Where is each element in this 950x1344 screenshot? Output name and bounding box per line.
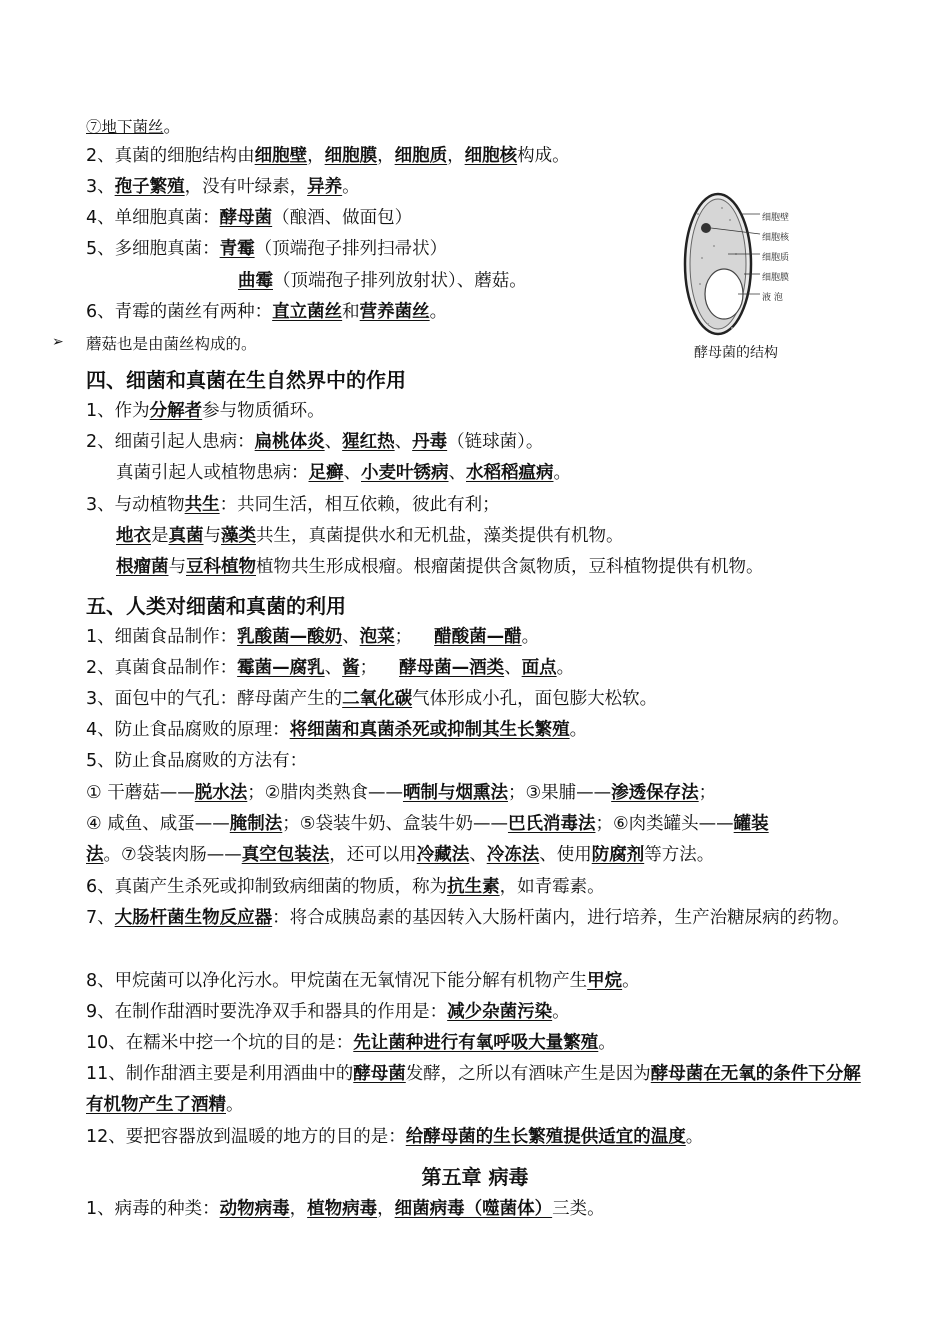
- text: （顶端孢子排列扫帚状）: [254, 239, 448, 259]
- s4-line-1: [86, 400, 325, 422]
- text: ，没有叶绿素，: [184, 177, 308, 197]
- keyword: 青霉: [219, 239, 255, 259]
- text: 、: [394, 432, 413, 452]
- text: 。: [429, 302, 448, 322]
- figure-labels: [762, 208, 789, 308]
- s5-line-3: [86, 688, 657, 710]
- yeast-figure: [678, 184, 818, 364]
- keyword: 水稻稻瘟病: [466, 463, 554, 483]
- keyword: 给酵母菌的生长繁殖提供适宜的温度: [405, 1127, 686, 1147]
- text: 。: [226, 1095, 244, 1115]
- label-cell-wall: 细胞壁: [762, 213, 790, 223]
- keyword: 将细菌和真菌杀死或抑制其生长繁殖: [289, 720, 570, 740]
- text: 9、在制作甜酒时要洗净双手和器具的作用是：: [86, 1002, 448, 1022]
- text: ① 干蘑菇——: [86, 783, 195, 803]
- text: ，: [377, 146, 395, 166]
- keyword: 酵母菌: [353, 1064, 406, 1084]
- s5-line-7: [86, 813, 769, 835]
- keyword: 大肠杆菌生物反应器: [114, 908, 273, 928]
- keyword: 细胞壁: [254, 146, 308, 166]
- keyword: 冷冻法: [486, 845, 540, 865]
- yeast-cell-diagram: [678, 184, 818, 364]
- text: 1、病毒的种类：: [86, 1199, 220, 1219]
- keyword: 罐装: [733, 814, 769, 834]
- line-unicellular: [86, 207, 412, 229]
- keyword: 共生: [184, 495, 220, 515]
- keyword: 扁桃体炎: [254, 432, 325, 452]
- keyword: 分解者: [149, 401, 203, 421]
- text: 6、青霉的菌丝有两种：: [86, 302, 273, 322]
- text: 4、单细胞真菌：: [86, 208, 220, 228]
- text: ，还可以用: [329, 845, 417, 865]
- text: 、: [448, 463, 466, 483]
- s5-line-13: [86, 1032, 616, 1054]
- text: 2、细菌引起人患病：: [86, 432, 255, 452]
- text: 3、: [86, 177, 115, 197]
- keyword: 藻类: [221, 526, 256, 546]
- text: 4、防止食品腐败的原理：: [86, 720, 290, 740]
- text: 2、真菌食品制作：: [86, 658, 238, 678]
- text: ⑦地下菌丝: [86, 118, 164, 136]
- label-membrane: 细胞膜: [762, 273, 790, 283]
- text: 、: [343, 463, 361, 483]
- s4-line-3: [116, 462, 571, 484]
- text: ，如青霉素。: [499, 877, 605, 897]
- text: 1、作为: [86, 401, 150, 421]
- keyword: 动物病毒: [219, 1199, 290, 1219]
- text: ，: [289, 1199, 308, 1219]
- s5-line-12: [86, 1001, 570, 1023]
- s4-line-5: [116, 525, 624, 547]
- keyword: 曲霉: [238, 271, 273, 291]
- text: ；⑤袋装牛奶、盒装牛奶——: [282, 814, 508, 834]
- keyword: 霉菌—腐乳: [237, 658, 325, 678]
- text: ，: [377, 1199, 395, 1219]
- text: ，: [447, 146, 465, 166]
- label-vacuole: 液 泡: [762, 293, 783, 303]
- section-4-title: 四、细菌和真菌在生自然界中的作用: [86, 368, 406, 392]
- text: 6、真菌产生杀死或抑制致病细菌的物质，称为: [86, 877, 448, 897]
- keyword: 腌制法: [229, 814, 283, 834]
- text: 、: [342, 627, 360, 647]
- s4-line-6: [116, 556, 764, 578]
- keyword: 猩红热: [342, 432, 395, 452]
- text: 。: [622, 971, 640, 991]
- text: 发酵，之所以有酒味产生是因为: [405, 1064, 651, 1084]
- text: 真菌引起人或植物患病：: [116, 463, 309, 483]
- keyword: 细胞质: [394, 146, 448, 166]
- text: 12、要把容器放到温暖的地方的目的是：: [86, 1127, 406, 1147]
- text: 7、: [86, 908, 115, 928]
- keyword: 真菌: [168, 526, 204, 546]
- keyword: 植物病毒: [307, 1199, 378, 1219]
- keyword: 渗透保存法: [611, 783, 699, 803]
- text: （链球菌）。: [447, 432, 544, 452]
- keyword: 酵母菌—酒类: [399, 658, 505, 678]
- text: 。⑦袋装肉肠——: [103, 845, 242, 865]
- keyword: 面点: [521, 658, 557, 678]
- text: ；: [359, 658, 378, 678]
- text: 。: [553, 463, 571, 483]
- keyword: 先让菌种进行有氧呼吸大量繁殖: [353, 1033, 599, 1053]
- text: 。: [598, 1033, 616, 1053]
- keyword: 防腐剂: [591, 845, 645, 865]
- keyword: 孢子繁殖: [114, 177, 185, 197]
- keyword: 足癣: [308, 463, 344, 483]
- keyword: 法: [86, 845, 104, 865]
- line-aspergillus: [238, 270, 527, 292]
- line-hyphae: [86, 116, 181, 138]
- text: 2、真菌的细胞结构由: [86, 146, 255, 166]
- keyword: 脱水法: [194, 783, 248, 803]
- line-mushroom-note: 蘑菇也是由菌丝构成的。: [86, 335, 257, 353]
- text: ，: [307, 146, 325, 166]
- keyword: 泡菜: [359, 627, 395, 647]
- text: 参与物质循环。: [202, 401, 325, 421]
- text: 是: [151, 526, 169, 546]
- s5-line-5: 5、防止食品腐败的方法有：: [86, 751, 308, 771]
- text: 和: [342, 302, 360, 322]
- keyword: 酵母菌在无氧的条件下分解有机物产生了酒精: [86, 1064, 861, 1115]
- text: 。: [163, 117, 182, 137]
- keyword: 醋酸菌—醋: [434, 627, 522, 647]
- text: 3、面包中的气孔：酵母菌产生的: [86, 689, 343, 709]
- s5-line-15: [86, 1126, 703, 1148]
- keyword: 豆科植物: [186, 557, 256, 577]
- label-nucleus: 细胞核: [762, 233, 790, 243]
- text: 、: [469, 845, 487, 865]
- text: 三类。: [552, 1199, 605, 1219]
- text: 3、与动植物: [86, 495, 185, 515]
- keyword: 真空包装法: [241, 845, 330, 865]
- keyword: 地衣: [116, 526, 151, 546]
- text: 1、细菌食品制作：: [86, 627, 238, 647]
- text: 。: [685, 1127, 704, 1147]
- text: 。: [556, 658, 575, 678]
- text: 构成。: [517, 146, 570, 166]
- text: 、: [324, 432, 343, 452]
- keyword: 乳酸菌—酸奶: [237, 627, 343, 647]
- keyword: 甲烷: [587, 971, 623, 991]
- chapter-5-title: 第五章 病毒: [421, 1165, 529, 1189]
- text: ：共同生活，相互依赖，彼此有利；: [219, 495, 500, 515]
- s5-line-2: [86, 657, 574, 679]
- keyword: 丹毒: [412, 432, 448, 452]
- text: ；: [698, 783, 717, 803]
- text: ；③果脯——: [507, 783, 612, 803]
- text: 与: [168, 557, 186, 577]
- text: ；: [394, 627, 413, 647]
- text: 气体形成小孔，面包膨大松软。: [412, 689, 658, 709]
- keyword: 细菌病毒（噬菌体）: [394, 1199, 553, 1219]
- line-cell-structure: [86, 145, 570, 167]
- text: 11、制作甜酒主要是利用酒曲中的: [86, 1064, 354, 1084]
- text: 。: [569, 720, 588, 740]
- text: 、: [324, 658, 343, 678]
- keyword: 冷藏法: [416, 845, 470, 865]
- text: 共生，真菌提供水和无机盐，藻类提供有机物。: [256, 526, 624, 546]
- s5-line-4: [86, 719, 587, 741]
- s5-line-9: [86, 876, 605, 898]
- line-spore: [86, 176, 360, 198]
- text: 植物共生形成根瘤。根瘤菌提供含氮物质，豆科植物提供有机物。: [256, 557, 764, 577]
- s5-line-1: [86, 626, 539, 648]
- line-multicellular: [86, 238, 447, 260]
- keyword: 酵母菌: [219, 208, 273, 228]
- text: ；⑥肉类罐头——: [595, 814, 734, 834]
- text: 10、在糯米中挖一个坑的目的是：: [86, 1033, 354, 1053]
- ch5-line-1: [86, 1198, 605, 1220]
- s5-line-14: [86, 1059, 866, 1121]
- text: 8、甲烷菌可以净化污水。甲烷菌在无氧情况下能分解有机物产生: [86, 971, 588, 991]
- keyword: 直立菌丝: [272, 302, 343, 322]
- keyword: 抗生素: [447, 877, 500, 897]
- bullet-arrow: ➢: [52, 334, 64, 350]
- text: ：将合成胰岛素的基因转入大肠杆菌内，进行培养，生产治糖尿病的药物。: [272, 908, 850, 928]
- text: 。: [552, 1002, 570, 1022]
- text: 等方法。: [644, 845, 715, 865]
- keyword: 根瘤菌: [116, 557, 169, 577]
- text: （酿酒、做面包）: [272, 208, 413, 228]
- section-5-title: 五、人类对细菌和真菌的利用: [86, 594, 346, 618]
- keyword: 营养菌丝: [359, 302, 430, 322]
- s4-line-2: [86, 431, 543, 453]
- text: 、使用: [539, 845, 592, 865]
- figure-caption: 酵母菌的结构: [694, 345, 778, 361]
- text: 与: [203, 526, 221, 546]
- keyword: 晒制与烟熏法: [402, 783, 508, 803]
- line-penicillium-hyphae: [86, 301, 447, 323]
- keyword: 减少杂菌污染: [447, 1002, 553, 1022]
- text: 、: [504, 658, 522, 678]
- text: ④ 咸鱼、咸蛋——: [86, 814, 230, 834]
- keyword: 二氧化碳: [342, 689, 413, 709]
- text: 。: [342, 177, 360, 197]
- text: 5、多细胞真菌：: [86, 239, 220, 259]
- keyword: 小麦叶锈病: [361, 463, 449, 483]
- s5-line-11: [86, 970, 640, 992]
- keyword: 酱: [342, 658, 360, 678]
- keyword: 细胞核: [464, 146, 518, 166]
- keyword: 巴氏消毒法: [507, 814, 596, 834]
- keyword: 细胞膜: [324, 146, 378, 166]
- s5-line-6: [86, 782, 716, 804]
- s5-line-10: [86, 903, 866, 934]
- s4-line-4: [86, 494, 500, 516]
- text: （顶端孢子排列放射状）、蘑菇。: [273, 271, 527, 291]
- label-cytoplasm: 细胞质: [762, 253, 790, 263]
- text: ；②腊肉类熟食——: [247, 783, 403, 803]
- s5-line-8: [86, 844, 714, 866]
- keyword: 异养: [307, 177, 343, 197]
- text: 。: [521, 627, 540, 647]
